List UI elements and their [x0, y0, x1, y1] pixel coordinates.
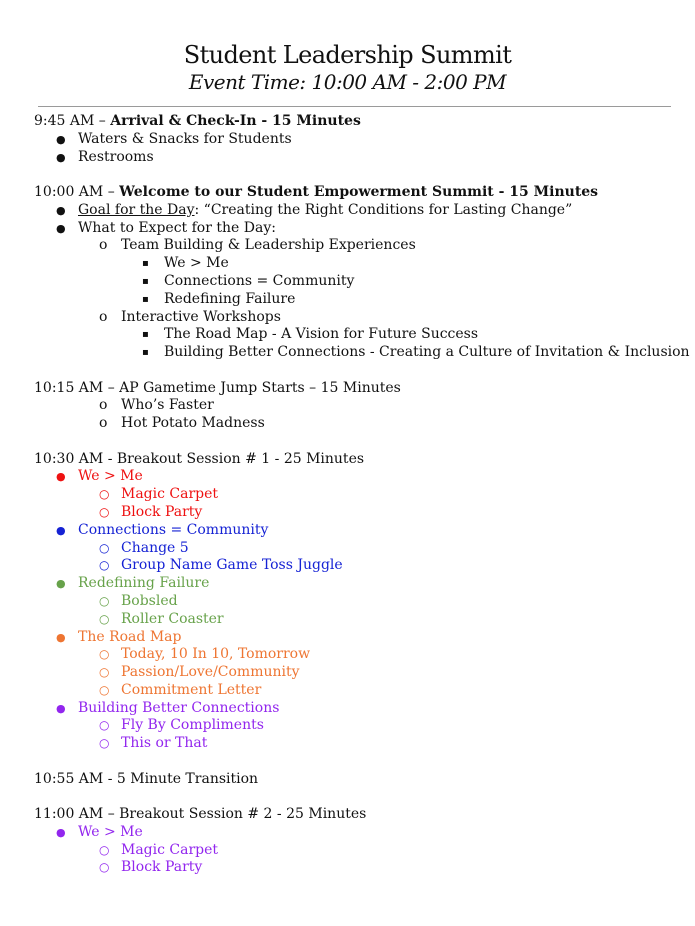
- item-text: The Road Map - A Vision for Future Success: [164, 326, 479, 343]
- list-item: [34, 220, 684, 238]
- list-item: [34, 682, 684, 700]
- group-name: Redefining Failure: [78, 575, 210, 592]
- circle-marker: o: [99, 397, 108, 414]
- agenda-heading-transition: 10:55 AM - 5 Minute Transition: [34, 770, 259, 787]
- breakout-group: [34, 522, 684, 540]
- list-item: [34, 415, 684, 433]
- item-text: Roller Coaster: [121, 610, 224, 627]
- bullet-marker: ●: [56, 150, 66, 164]
- agenda: [34, 113, 690, 877]
- list-item: [34, 664, 684, 682]
- heading-time: 9:45 AM –: [34, 113, 111, 129]
- bullet-marker: ●: [56, 701, 66, 715]
- circle-marker: ○: [99, 718, 110, 733]
- item-text: Block Party: [121, 503, 203, 520]
- item-text: Building Better Connections - Creating a Culture of Invitation & Inclusion: [164, 344, 690, 361]
- item-text: Waters & Snacks for Students: [78, 130, 292, 147]
- header-divider: [38, 106, 671, 107]
- item-text: Magic Carpet: [121, 841, 219, 858]
- circle-marker: ○: [99, 647, 110, 662]
- list-item: [34, 859, 684, 877]
- agenda-heading-breakout-1: 10:30 AM - Breakout Session # 1 - 25 Minutes: [34, 450, 365, 467]
- item-text: Redefining Failure: [164, 290, 296, 307]
- breakout-group: [34, 824, 684, 842]
- list-item: [34, 486, 684, 504]
- item-text: We > Me: [164, 255, 229, 272]
- heading-title: Welcome to our Student Empowerment Summit - 15 Minutes: [119, 183, 599, 200]
- square-marker: ▪: [142, 275, 149, 287]
- agenda-heading-breakout-2: 11:00 AM – Breakout Session # 2 - 25 Minutes: [34, 806, 367, 823]
- bullet-marker: ●: [56, 523, 66, 537]
- list-item: [34, 397, 684, 415]
- goal-label: Goal for the Day: [78, 201, 195, 218]
- heading-title: Arrival & Check-In - 15 Minutes: [110, 113, 361, 129]
- item-text: Fly By Compliments: [121, 717, 264, 734]
- circle-marker: ○: [99, 860, 110, 875]
- list-item: [34, 309, 684, 327]
- circle-marker: ○: [99, 665, 110, 680]
- goal-text: : “Creating the Right Conditions for Lasting Change”: [194, 201, 573, 218]
- list-item: [34, 202, 684, 220]
- bullet-marker: ●: [56, 825, 66, 839]
- group-name: Connections = Community: [78, 521, 269, 538]
- list-item: [34, 646, 684, 664]
- list-item: [34, 504, 684, 522]
- breakout-group: [34, 629, 684, 647]
- bullet-marker: ●: [56, 221, 66, 235]
- square-marker: ▪: [142, 347, 149, 359]
- list-item: [34, 326, 684, 344]
- list-item: [34, 273, 684, 291]
- group-name: The Road Map: [78, 628, 182, 645]
- breakout-group: [34, 575, 684, 593]
- item-text: Hot Potato Madness: [121, 415, 265, 432]
- list-item: [34, 291, 684, 309]
- item-text: This or That: [121, 735, 208, 752]
- bullet-marker: ●: [56, 630, 66, 644]
- item-text: Interactive Workshops: [121, 308, 281, 325]
- agenda-heading-arrival: [34, 113, 684, 131]
- item-text: Group Name Game Toss Juggle: [121, 557, 343, 574]
- circle-marker: o: [99, 415, 108, 432]
- item-text: Passion/Love/Community: [121, 664, 300, 681]
- square-marker: ▪: [142, 258, 149, 270]
- circle-marker: ○: [99, 611, 110, 626]
- list-item: [34, 237, 684, 255]
- breakout-group: [34, 700, 684, 718]
- item-text: Today, 10 In 10, Tomorrow: [121, 646, 311, 663]
- list-item: [34, 149, 684, 167]
- item-text: Bobsled: [121, 592, 178, 609]
- list-item: [34, 255, 684, 273]
- circle-marker: ○: [99, 487, 110, 502]
- document-header: [0, 40, 695, 94]
- group-name: Building Better Connections: [78, 699, 280, 716]
- heading-time: 10:00 AM –: [34, 183, 120, 200]
- circle-marker: ○: [99, 682, 110, 697]
- list-item: [34, 557, 684, 575]
- bullet-marker: ●: [56, 132, 66, 146]
- circle-marker: ○: [99, 540, 110, 555]
- item-text: What to Expect for the Day:: [78, 219, 276, 236]
- item-text: Magic Carpet: [121, 486, 219, 503]
- item-text: Connections = Community: [164, 272, 355, 289]
- bullet-marker: ●: [56, 203, 66, 217]
- circle-marker: ○: [99, 558, 110, 573]
- item-text: Block Party: [121, 859, 203, 876]
- item-text: Restrooms: [78, 148, 154, 165]
- item-text: Team Building & Leadership Experiences: [121, 237, 416, 254]
- circle-marker: ○: [99, 593, 110, 608]
- agenda-heading-jump-starts: 10:15 AM – AP Gametime Jump Starts – 15 Minutes: [34, 379, 401, 396]
- list-item: [34, 593, 684, 611]
- circle-marker: ○: [99, 504, 110, 519]
- list-item: [34, 344, 690, 362]
- circle-marker: o: [99, 308, 108, 325]
- bullet-marker: ●: [56, 470, 66, 484]
- list-item: [34, 540, 684, 558]
- circle-marker: ○: [99, 842, 110, 857]
- list-item: [34, 717, 684, 735]
- group-name: We > Me: [78, 468, 143, 485]
- list-item: [34, 611, 684, 629]
- circle-marker: ○: [99, 736, 110, 751]
- page-title: Student Leadership Summit: [183, 41, 512, 69]
- breakout-group: [34, 468, 684, 486]
- list-item: [34, 131, 684, 149]
- item-text: Change 5: [121, 539, 189, 556]
- item-text: Who’s Faster: [121, 397, 214, 414]
- item-text: Commitment Letter: [121, 681, 262, 698]
- agenda-heading-welcome: [34, 184, 684, 202]
- bullet-marker: ●: [56, 577, 66, 591]
- list-item: [34, 735, 684, 753]
- event-time: Event Time: 10:00 AM - 2:00 PM: [188, 70, 507, 94]
- square-marker: ▪: [142, 329, 149, 341]
- group-name: We > Me: [78, 823, 143, 840]
- list-item: [34, 842, 684, 860]
- circle-marker: o: [99, 237, 108, 254]
- square-marker: ▪: [142, 293, 149, 305]
